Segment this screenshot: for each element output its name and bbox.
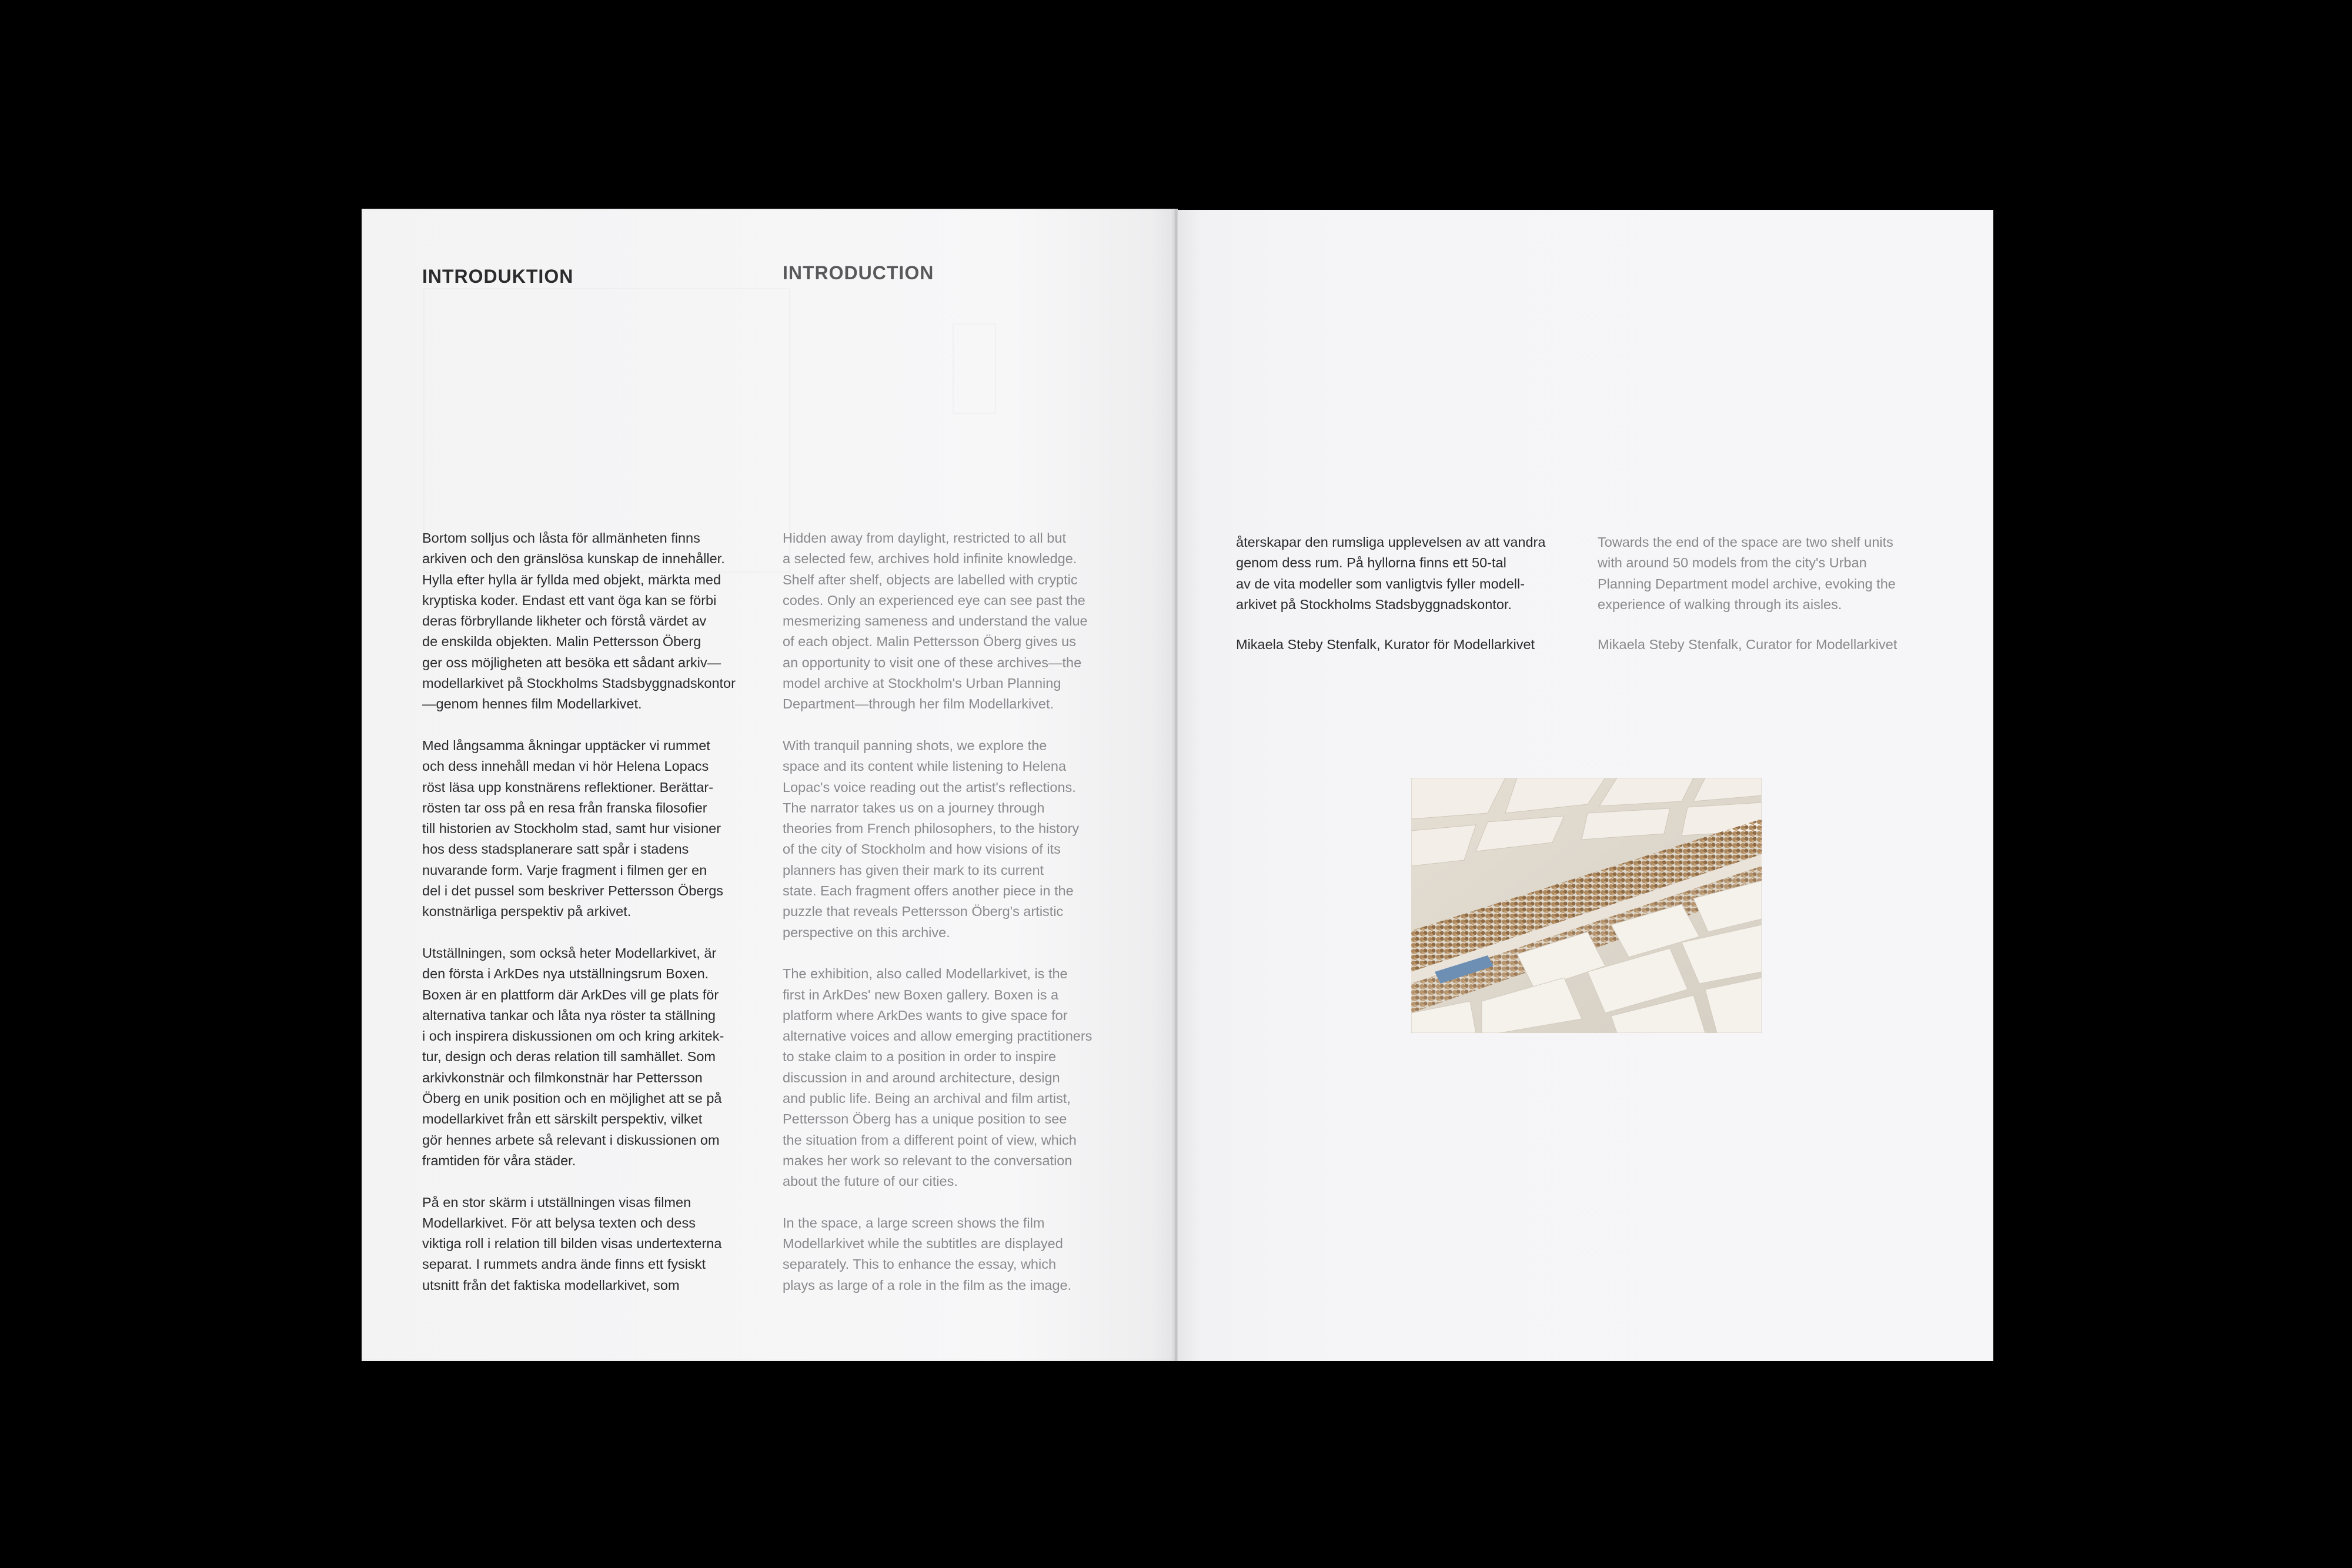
architectural-model-photo (1411, 778, 1762, 1033)
text-line: perspective on this archive. (783, 924, 950, 940)
text-line: återskapar den rumsliga upplevelsen av att vandra (1236, 534, 1546, 550)
text-line: of each object. Malin Pettersson Öberg gives us (783, 634, 1076, 650)
text-line: deras förbryllande likheter och förstå värdet av (422, 613, 707, 629)
show-through-shape (953, 323, 996, 414)
text-line: about the future of our cities. (783, 1174, 958, 1189)
text-line: the situation from a different point of view, which (783, 1132, 1077, 1148)
text-line: i och inspirera diskussionen om och kring arkitek- (422, 1028, 724, 1044)
text-line: codes. Only an experienced eye can see past the (783, 592, 1085, 608)
text-line (422, 715, 775, 735)
text-line: discussion in and around architecture, design (783, 1069, 1060, 1085)
text-line: kryptiska koder. Endast ett vant öga kan se förbi (422, 592, 717, 608)
text-line: Towards the end of the space are two shelf units (1598, 534, 1893, 550)
text-line: till historien av Stockholm stad, samt hur visioner (422, 821, 721, 837)
text-line: Bortom solljus och låsta för allmänheten finns (422, 530, 700, 546)
text-line: del i det pussel som beskriver Pettersson Öbergs (422, 883, 724, 899)
text-line: Planning Department model archive, evoking the (1598, 576, 1896, 591)
text-line: gör hennes arbete så relevant i diskussionen om (422, 1132, 720, 1148)
text-line: utsnitt från det faktiska modellarkivet, som (422, 1277, 680, 1293)
text-line: modellarkivet på Stockholms Stadsbyggnadskontor (422, 676, 736, 691)
text-line (422, 922, 775, 943)
text-line (783, 715, 1135, 735)
text-line: and public life. Being an archival and film artist, (783, 1091, 1071, 1106)
text-line: experience of walking through its aisles. (1598, 596, 1842, 612)
text-line (422, 1171, 775, 1192)
heading-introduktion: INTRODUKTION (422, 266, 574, 287)
intro-text-swedish (422, 528, 775, 1296)
text-line: space and its content while listening to Helena (783, 758, 1067, 774)
text-line: puzzle that reveals Pettersson Öberg's artistic (783, 904, 1064, 920)
text-line: Shelf after shelf, objects are labelled with cryptic (783, 571, 1078, 587)
text-line (783, 943, 1135, 964)
text-line: platform where ArkDes wants to give space for (783, 1007, 1068, 1023)
heading-introduction: INTRODUCTION (783, 262, 934, 283)
text-line: Boxen är en plattform där ArkDes vill ge plats för (422, 987, 719, 1002)
text-line: de enskilda objekten. Malin Pettersson Öberg (422, 634, 701, 650)
text-line: planners has given their mark to its current (783, 862, 1044, 878)
text-line: genom dess rum. På hyllorna finns ett 50-tal (1236, 555, 1506, 571)
text-line: Modellarkivet. För att belysa texten och dess (422, 1215, 696, 1231)
text-line: Hylla efter hylla är fyllda med objekt, märkta med (422, 571, 721, 587)
text-line: konstnärliga perspektiv på arkivet. (422, 904, 632, 920)
signature-english: Mikaela Steby Stenfalk, Curator for Modellarkivet (1598, 637, 1897, 652)
text-line: Department—through her film Modellarkivet. (783, 696, 1054, 712)
text-line: Öberg en unik position och en möjlighet att se på (422, 1091, 722, 1106)
text-line: hos dess stadsplanerare satt spår i stadens (422, 841, 689, 857)
text-line: The narrator takes us on a journey through (783, 800, 1045, 815)
text-line: an opportunity to visit one of these archives—the (783, 654, 1082, 670)
text-line: modellarkivet från ett särskilt perspektiv, vilket (422, 1111, 703, 1127)
text-line: ger oss möjligheten att besöka ett sådant arkiv— (422, 654, 721, 670)
text-line: viktiga roll i relation till bilden visas undertexterna (422, 1236, 722, 1252)
text-line: På en stor skärm i utställningen visas filmen (422, 1194, 691, 1210)
text-line: mesmerizing sameness and understand the value (783, 613, 1088, 629)
text-line: Lopac's voice reading out the artist's reflections. (783, 779, 1076, 795)
text-line: Utställningen, som också heter Modellarkivet, är (422, 945, 717, 961)
text-line: plays as large of a role in the film as the image. (783, 1277, 1072, 1293)
text-line: separately. This to enhance the essay, which (783, 1256, 1057, 1272)
text-line: first in ArkDes' new Boxen gallery. Boxen is a (783, 987, 1059, 1002)
text-line: of the city of Stockholm and how visions of its (783, 841, 1061, 857)
text-line: framtiden för våra städer. (422, 1152, 576, 1168)
text-line: alternativa tankar och låta nya röster ta ställning (422, 1007, 716, 1023)
text-line: arkiven och den gränslösa kunskap de innehåller. (422, 551, 725, 567)
text-line: a selected few, archives hold infinite knowledge. (783, 551, 1077, 567)
text-line: Modellarkivet while the subtitles are displayed (783, 1236, 1063, 1252)
text-line: The exhibition, also called Modellarkivet, is the (783, 966, 1068, 982)
signature-swedish: Mikaela Steby Stenfalk, Kurator för Modellarkivet (1236, 637, 1535, 652)
intro-text-english (783, 528, 1135, 1296)
continued-text-english (1598, 532, 1950, 615)
text-line: with around 50 models from the city's Urban (1598, 555, 1867, 571)
text-line: Med långsamma åkningar upptäcker vi rummet (422, 737, 710, 753)
text-line: arkivkonstnär och filmkonstnär har Pettersson (422, 1069, 703, 1085)
text-line: —genom hennes film Modellarkivet. (422, 696, 642, 712)
text-line: separat. I rummets andra ände finns ett fysiskt (422, 1256, 706, 1272)
text-line: Hidden away from daylight, restricted to all but (783, 530, 1066, 546)
text-line: och dess innehåll medan vi hör Helena Lopacs (422, 758, 709, 774)
text-line: arkivet på Stockholms Stadsbyggnadskontor. (1236, 596, 1512, 612)
text-line: tur, design och deras relation till samhället. Som (422, 1049, 716, 1065)
text-line: Pettersson Öberg has a unique position to see (783, 1111, 1067, 1127)
text-line: In the space, a large screen shows the film (783, 1215, 1045, 1231)
text-line: rösten tar oss på en resa från franska filosofier (422, 800, 707, 815)
text-line: model archive at Stockholm's Urban Planning (783, 676, 1061, 691)
text-line (783, 1192, 1135, 1213)
text-line: av de vita modeller som vanligtvis fyller modell- (1236, 576, 1525, 591)
text-line: makes her work so relevant to the conversation (783, 1152, 1073, 1168)
text-line: nuvarande form. Varje fragment i filmen ger en (422, 862, 707, 878)
continued-text-swedish (1236, 532, 1589, 615)
text-line: röst läsa upp konstnärens reflektioner. Berättar- (422, 779, 714, 795)
text-line: alternative voices and allow emerging practitioners (783, 1028, 1093, 1044)
text-line: to stake claim to a position in order to inspire (783, 1049, 1057, 1065)
text-line: den första i ArkDes nya utställningsrum Boxen. (422, 966, 709, 982)
text-line: state. Each fragment offers another piece in the (783, 883, 1074, 899)
text-line: With tranquil panning shots, we explore the (783, 737, 1047, 753)
text-line: theories from French philosophers, to the history (783, 821, 1080, 837)
